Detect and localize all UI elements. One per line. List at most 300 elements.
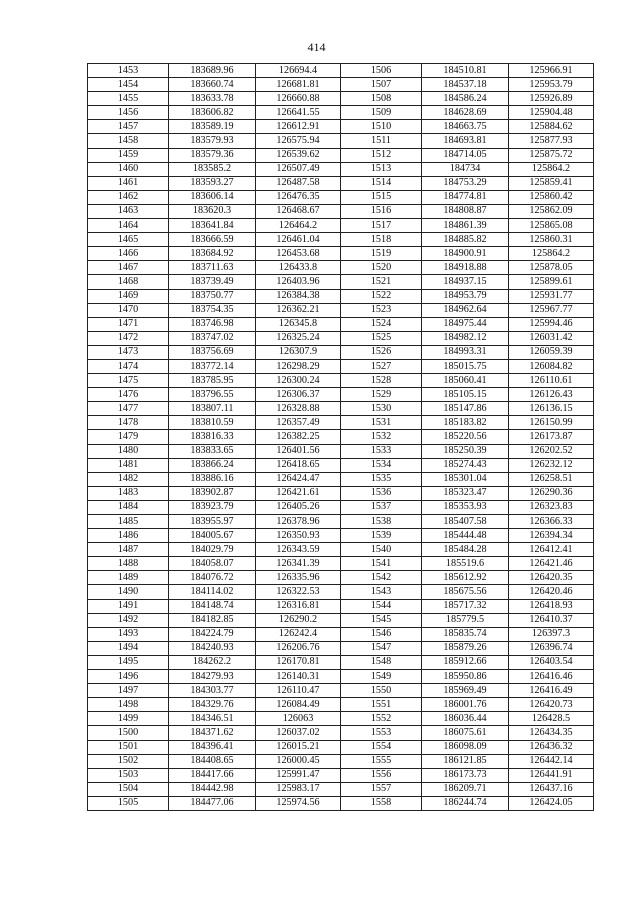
y-coordinate-cell: 126421.61	[256, 486, 341, 500]
x-coordinate-cell: 184442.98	[169, 782, 256, 796]
y-coordinate-cell: 126424.47	[256, 472, 341, 486]
x-coordinate-cell: 184586.24	[422, 92, 509, 106]
y-coordinate-cell: 126202.52	[509, 444, 594, 458]
point-number-cell: 1501	[88, 740, 169, 754]
table-row	[88, 712, 594, 726]
x-coordinate-cell: 183589.19	[169, 120, 256, 134]
table-row	[88, 331, 594, 345]
point-number-cell: 1521	[341, 275, 422, 289]
table-row	[88, 416, 594, 430]
y-coordinate-cell: 125884.62	[509, 120, 594, 134]
x-coordinate-cell: 186001.76	[422, 698, 509, 712]
x-coordinate-cell: 186075.61	[422, 726, 509, 740]
point-number-cell: 1491	[88, 599, 169, 613]
point-number-cell: 1546	[341, 627, 422, 641]
point-number-cell: 1528	[341, 374, 422, 388]
table-row	[88, 655, 594, 669]
y-coordinate-cell: 126421.46	[509, 557, 594, 571]
point-number-cell: 1541	[341, 557, 422, 571]
point-number-cell: 1553	[341, 726, 422, 740]
y-coordinate-cell: 126453.68	[256, 247, 341, 261]
y-coordinate-cell: 125862.09	[509, 204, 594, 218]
x-coordinate-cell: 183746.98	[169, 317, 256, 331]
x-coordinate-cell: 186209.71	[422, 782, 509, 796]
y-coordinate-cell: 126063	[256, 712, 341, 726]
point-number-cell: 1474	[88, 359, 169, 373]
y-coordinate-cell: 126335.96	[256, 571, 341, 585]
x-coordinate-cell: 183810.59	[169, 416, 256, 430]
x-coordinate-cell: 184774.81	[422, 190, 509, 204]
x-coordinate-cell: 183756.69	[169, 345, 256, 359]
point-number-cell: 1522	[341, 289, 422, 303]
x-coordinate-cell: 184537.18	[422, 78, 509, 92]
x-coordinate-cell: 183747.02	[169, 331, 256, 345]
table-row	[88, 796, 594, 810]
x-coordinate-cell: 184076.72	[169, 571, 256, 585]
table-row	[88, 374, 594, 388]
table-row	[88, 247, 594, 261]
y-coordinate-cell: 125877.93	[509, 134, 594, 148]
x-coordinate-cell: 185879.26	[422, 641, 509, 655]
x-coordinate-cell: 183620.3	[169, 204, 256, 218]
x-coordinate-cell: 183886.16	[169, 472, 256, 486]
x-coordinate-cell: 184808.87	[422, 204, 509, 218]
x-coordinate-cell: 184303.77	[169, 684, 256, 698]
x-coordinate-cell: 184918.88	[422, 261, 509, 275]
point-number-cell: 1542	[341, 571, 422, 585]
y-coordinate-cell: 126612.91	[256, 120, 341, 134]
x-coordinate-cell: 184714.05	[422, 148, 509, 162]
table-row	[88, 754, 594, 768]
point-number-cell: 1555	[341, 754, 422, 768]
point-number-cell: 1485	[88, 515, 169, 529]
table-row	[88, 190, 594, 204]
table-row	[88, 698, 594, 712]
point-number-cell: 1497	[88, 684, 169, 698]
y-coordinate-cell: 126366.33	[509, 515, 594, 529]
point-number-cell: 1537	[341, 500, 422, 514]
y-coordinate-cell: 125904.48	[509, 106, 594, 120]
point-number-cell: 1527	[341, 359, 422, 373]
x-coordinate-cell: 184663.75	[422, 120, 509, 134]
x-coordinate-cell: 183579.36	[169, 148, 256, 162]
y-coordinate-cell: 125966.91	[509, 64, 594, 78]
point-number-cell: 1490	[88, 585, 169, 599]
x-coordinate-cell: 186036.44	[422, 712, 509, 726]
y-coordinate-cell: 126437.16	[509, 782, 594, 796]
table-row	[88, 345, 594, 359]
point-number-cell: 1552	[341, 712, 422, 726]
x-coordinate-cell: 184993.31	[422, 345, 509, 359]
point-number-cell: 1556	[341, 768, 422, 782]
y-coordinate-cell: 126350.93	[256, 529, 341, 543]
point-number-cell: 1463	[88, 204, 169, 218]
point-number-cell: 1477	[88, 402, 169, 416]
y-coordinate-cell: 126173.87	[509, 430, 594, 444]
point-number-cell: 1535	[341, 472, 422, 486]
table-row	[88, 148, 594, 162]
y-coordinate-cell: 126461.04	[256, 233, 341, 247]
y-coordinate-cell: 125875.72	[509, 148, 594, 162]
y-coordinate-cell: 126694.4	[256, 64, 341, 78]
x-coordinate-cell: 183633.78	[169, 92, 256, 106]
point-number-cell: 1539	[341, 529, 422, 543]
x-coordinate-cell: 184371.62	[169, 726, 256, 740]
y-coordinate-cell: 126140.31	[256, 670, 341, 684]
table-row	[88, 585, 594, 599]
table-row	[88, 219, 594, 233]
y-coordinate-cell: 126362.21	[256, 303, 341, 317]
point-number-cell: 1456	[88, 106, 169, 120]
table-row	[88, 557, 594, 571]
y-coordinate-cell: 126507.49	[256, 162, 341, 176]
table-row	[88, 303, 594, 317]
point-number-cell: 1473	[88, 345, 169, 359]
x-coordinate-cell: 186121.85	[422, 754, 509, 768]
table-row	[88, 486, 594, 500]
table-row	[88, 599, 594, 613]
x-coordinate-cell: 184628.69	[422, 106, 509, 120]
table-row	[88, 670, 594, 684]
table-row	[88, 543, 594, 557]
y-coordinate-cell: 126378.96	[256, 515, 341, 529]
x-coordinate-cell: 184005.67	[169, 529, 256, 543]
x-coordinate-cell: 185301.04	[422, 472, 509, 486]
point-number-cell: 1461	[88, 176, 169, 190]
x-coordinate-cell: 183772.14	[169, 359, 256, 373]
y-coordinate-cell: 126416.46	[509, 670, 594, 684]
y-coordinate-cell: 126000.45	[256, 754, 341, 768]
point-number-cell: 1458	[88, 134, 169, 148]
point-number-cell: 1488	[88, 557, 169, 571]
point-number-cell: 1466	[88, 247, 169, 261]
point-number-cell: 1531	[341, 416, 422, 430]
table-row	[88, 740, 594, 754]
table-row	[88, 388, 594, 402]
x-coordinate-cell: 184861.39	[422, 219, 509, 233]
x-coordinate-cell: 184953.79	[422, 289, 509, 303]
table-row	[88, 275, 594, 289]
point-number-cell: 1483	[88, 486, 169, 500]
point-number-cell: 1505	[88, 796, 169, 810]
y-coordinate-cell: 126059.39	[509, 345, 594, 359]
x-coordinate-cell: 184417.66	[169, 768, 256, 782]
y-coordinate-cell: 125864.2	[509, 162, 594, 176]
x-coordinate-cell: 185060.41	[422, 374, 509, 388]
x-coordinate-cell: 184885.82	[422, 233, 509, 247]
table-row	[88, 134, 594, 148]
x-coordinate-cell: 184114.02	[169, 585, 256, 599]
x-coordinate-cell: 184240.93	[169, 641, 256, 655]
point-number-cell: 1526	[341, 345, 422, 359]
point-number-cell: 1484	[88, 500, 169, 514]
x-coordinate-cell: 184346.51	[169, 712, 256, 726]
point-number-cell: 1487	[88, 543, 169, 557]
x-coordinate-cell: 183816.33	[169, 430, 256, 444]
x-coordinate-cell: 183796.55	[169, 388, 256, 402]
y-coordinate-cell: 126031.42	[509, 331, 594, 345]
point-number-cell: 1472	[88, 331, 169, 345]
table-row	[88, 500, 594, 514]
table-row	[88, 627, 594, 641]
x-coordinate-cell: 185912.66	[422, 655, 509, 669]
y-coordinate-cell: 126242.4	[256, 627, 341, 641]
y-coordinate-cell: 126290.36	[509, 486, 594, 500]
x-coordinate-cell: 183902.87	[169, 486, 256, 500]
x-coordinate-cell: 183579.93	[169, 134, 256, 148]
point-number-cell: 1489	[88, 571, 169, 585]
page-number: 414	[307, 40, 326, 54]
y-coordinate-cell: 125983.17	[256, 782, 341, 796]
x-coordinate-cell: 186098.09	[422, 740, 509, 754]
y-coordinate-cell: 126126.43	[509, 388, 594, 402]
y-coordinate-cell: 126434.35	[509, 726, 594, 740]
table-row	[88, 64, 594, 78]
x-coordinate-cell: 185183.82	[422, 416, 509, 430]
x-coordinate-cell: 185835.74	[422, 627, 509, 641]
point-number-cell: 1515	[341, 190, 422, 204]
table-row	[88, 571, 594, 585]
x-coordinate-cell: 184279.93	[169, 670, 256, 684]
table-body	[88, 64, 594, 811]
y-coordinate-cell: 125953.79	[509, 78, 594, 92]
point-number-cell: 1496	[88, 670, 169, 684]
x-coordinate-cell: 183585.2	[169, 162, 256, 176]
x-coordinate-cell: 185105.15	[422, 388, 509, 402]
y-coordinate-cell: 126403.96	[256, 275, 341, 289]
x-coordinate-cell: 183684.92	[169, 247, 256, 261]
point-number-cell: 1514	[341, 176, 422, 190]
y-coordinate-cell: 125865.08	[509, 219, 594, 233]
point-number-cell: 1471	[88, 317, 169, 331]
y-coordinate-cell: 126341.39	[256, 557, 341, 571]
x-coordinate-cell: 184900.91	[422, 247, 509, 261]
x-coordinate-cell: 184510.81	[422, 64, 509, 78]
point-number-cell: 1538	[341, 515, 422, 529]
x-coordinate-cell: 185444.48	[422, 529, 509, 543]
x-coordinate-cell: 184182.85	[169, 613, 256, 627]
y-coordinate-cell: 126136.15	[509, 402, 594, 416]
y-coordinate-cell: 126681.81	[256, 78, 341, 92]
point-number-cell: 1554	[341, 740, 422, 754]
y-coordinate-cell: 126170.81	[256, 655, 341, 669]
y-coordinate-cell: 125860.31	[509, 233, 594, 247]
point-number-cell: 1536	[341, 486, 422, 500]
y-coordinate-cell: 126037.02	[256, 726, 341, 740]
table-row	[88, 529, 594, 543]
point-number-cell: 1543	[341, 585, 422, 599]
table-row	[88, 472, 594, 486]
point-number-cell: 1523	[341, 303, 422, 317]
x-coordinate-cell: 183833.65	[169, 444, 256, 458]
point-number-cell: 1545	[341, 613, 422, 627]
x-coordinate-cell: 185675.56	[422, 585, 509, 599]
y-coordinate-cell: 126345.8	[256, 317, 341, 331]
y-coordinate-cell: 126476.35	[256, 190, 341, 204]
x-coordinate-cell: 184477.06	[169, 796, 256, 810]
point-number-cell: 1540	[341, 543, 422, 557]
table-row	[88, 768, 594, 782]
table-row	[88, 458, 594, 472]
y-coordinate-cell: 126487.58	[256, 176, 341, 190]
x-coordinate-cell: 184982.12	[422, 331, 509, 345]
table-row	[88, 402, 594, 416]
x-coordinate-cell: 185519.6	[422, 557, 509, 571]
point-number-cell: 1476	[88, 388, 169, 402]
x-coordinate-cell: 183955.97	[169, 515, 256, 529]
point-number-cell: 1529	[341, 388, 422, 402]
y-coordinate-cell: 126396.74	[509, 641, 594, 655]
x-coordinate-cell: 185779.5	[422, 613, 509, 627]
y-coordinate-cell: 126015.21	[256, 740, 341, 754]
x-coordinate-cell: 185969.49	[422, 684, 509, 698]
y-coordinate-cell: 126397.3	[509, 627, 594, 641]
point-number-cell: 1512	[341, 148, 422, 162]
y-coordinate-cell: 125974.56	[256, 796, 341, 810]
point-number-cell: 1524	[341, 317, 422, 331]
table-row	[88, 782, 594, 796]
x-coordinate-cell: 183750.77	[169, 289, 256, 303]
point-number-cell: 1492	[88, 613, 169, 627]
point-number-cell: 1507	[341, 78, 422, 92]
point-number-cell: 1493	[88, 627, 169, 641]
x-coordinate-cell: 184734	[422, 162, 509, 176]
x-coordinate-cell: 184029.79	[169, 543, 256, 557]
x-coordinate-cell: 183689.96	[169, 64, 256, 78]
x-coordinate-cell: 183754.35	[169, 303, 256, 317]
x-coordinate-cell: 186173.73	[422, 768, 509, 782]
y-coordinate-cell: 126328.88	[256, 402, 341, 416]
point-number-cell: 1549	[341, 670, 422, 684]
point-number-cell: 1479	[88, 430, 169, 444]
x-coordinate-cell: 185250.39	[422, 444, 509, 458]
point-number-cell: 1510	[341, 120, 422, 134]
y-coordinate-cell: 126110.47	[256, 684, 341, 698]
y-coordinate-cell: 126464.2	[256, 219, 341, 233]
x-coordinate-cell: 184329.76	[169, 698, 256, 712]
x-coordinate-cell: 183807.11	[169, 402, 256, 416]
y-coordinate-cell: 126150.99	[509, 416, 594, 430]
y-coordinate-cell: 125991.47	[256, 768, 341, 782]
point-number-cell: 1453	[88, 64, 169, 78]
point-number-cell: 1519	[341, 247, 422, 261]
x-coordinate-cell: 184975.44	[422, 317, 509, 331]
point-number-cell: 1478	[88, 416, 169, 430]
point-number-cell: 1469	[88, 289, 169, 303]
y-coordinate-cell: 125864.2	[509, 247, 594, 261]
point-number-cell: 1494	[88, 641, 169, 655]
point-number-cell: 1517	[341, 219, 422, 233]
point-number-cell: 1525	[341, 331, 422, 345]
y-coordinate-cell: 126436.32	[509, 740, 594, 754]
x-coordinate-cell: 183666.59	[169, 233, 256, 247]
x-coordinate-cell: 184408.65	[169, 754, 256, 768]
y-coordinate-cell: 126357.49	[256, 416, 341, 430]
y-coordinate-cell: 125899.61	[509, 275, 594, 289]
table-row	[88, 233, 594, 247]
point-number-cell: 1467	[88, 261, 169, 275]
point-number-cell: 1548	[341, 655, 422, 669]
point-number-cell: 1455	[88, 92, 169, 106]
y-coordinate-cell: 126420.46	[509, 585, 594, 599]
y-coordinate-cell: 125931.77	[509, 289, 594, 303]
y-coordinate-cell: 126420.35	[509, 571, 594, 585]
point-number-cell: 1462	[88, 190, 169, 204]
y-coordinate-cell: 125926.89	[509, 92, 594, 106]
point-number-cell: 1532	[341, 430, 422, 444]
y-coordinate-cell: 126300.24	[256, 374, 341, 388]
point-number-cell: 1547	[341, 641, 422, 655]
y-coordinate-cell: 126405.26	[256, 500, 341, 514]
y-coordinate-cell: 125967.77	[509, 303, 594, 317]
point-number-cell: 1520	[341, 261, 422, 275]
table-row	[88, 92, 594, 106]
y-coordinate-cell: 126412.41	[509, 543, 594, 557]
x-coordinate-cell: 184262.2	[169, 655, 256, 669]
point-number-cell: 1465	[88, 233, 169, 247]
y-coordinate-cell: 126322.53	[256, 585, 341, 599]
table-row	[88, 444, 594, 458]
y-coordinate-cell: 126298.29	[256, 359, 341, 373]
point-number-cell: 1558	[341, 796, 422, 810]
x-coordinate-cell: 185323.47	[422, 486, 509, 500]
point-number-cell: 1544	[341, 599, 422, 613]
point-number-cell: 1557	[341, 782, 422, 796]
y-coordinate-cell: 126384.38	[256, 289, 341, 303]
y-coordinate-cell: 126206.76	[256, 641, 341, 655]
table-row	[88, 684, 594, 698]
point-number-cell: 1518	[341, 233, 422, 247]
point-number-cell: 1464	[88, 219, 169, 233]
x-coordinate-cell: 185274.43	[422, 458, 509, 472]
x-coordinate-cell: 185484.28	[422, 543, 509, 557]
point-number-cell: 1550	[341, 684, 422, 698]
y-coordinate-cell: 126401.56	[256, 444, 341, 458]
point-number-cell: 1468	[88, 275, 169, 289]
x-coordinate-cell: 184224.79	[169, 627, 256, 641]
table-row	[88, 106, 594, 120]
point-number-cell: 1511	[341, 134, 422, 148]
point-number-cell: 1475	[88, 374, 169, 388]
table-row	[88, 162, 594, 176]
point-number-cell: 1499	[88, 712, 169, 726]
x-coordinate-cell: 185950.86	[422, 670, 509, 684]
x-coordinate-cell: 185612.92	[422, 571, 509, 585]
x-coordinate-cell: 183923.79	[169, 500, 256, 514]
y-coordinate-cell: 126306.37	[256, 388, 341, 402]
y-coordinate-cell: 126418.65	[256, 458, 341, 472]
y-coordinate-cell: 126442.14	[509, 754, 594, 768]
table-row	[88, 726, 594, 740]
x-coordinate-cell: 185015.75	[422, 359, 509, 373]
point-number-cell: 1508	[341, 92, 422, 106]
y-coordinate-cell: 125994.46	[509, 317, 594, 331]
x-coordinate-cell: 183785.95	[169, 374, 256, 388]
y-coordinate-cell: 126084.49	[256, 698, 341, 712]
x-coordinate-cell: 183866.24	[169, 458, 256, 472]
x-coordinate-cell: 183606.14	[169, 190, 256, 204]
y-coordinate-cell: 126382.25	[256, 430, 341, 444]
point-number-cell: 1486	[88, 529, 169, 543]
table-row	[88, 120, 594, 134]
y-coordinate-cell: 126420.73	[509, 698, 594, 712]
y-coordinate-cell: 126424.05	[509, 796, 594, 810]
y-coordinate-cell: 125859.41	[509, 176, 594, 190]
y-coordinate-cell: 126410.37	[509, 613, 594, 627]
x-coordinate-cell: 184148.74	[169, 599, 256, 613]
table-row	[88, 176, 594, 190]
coordinates-table	[87, 63, 594, 811]
